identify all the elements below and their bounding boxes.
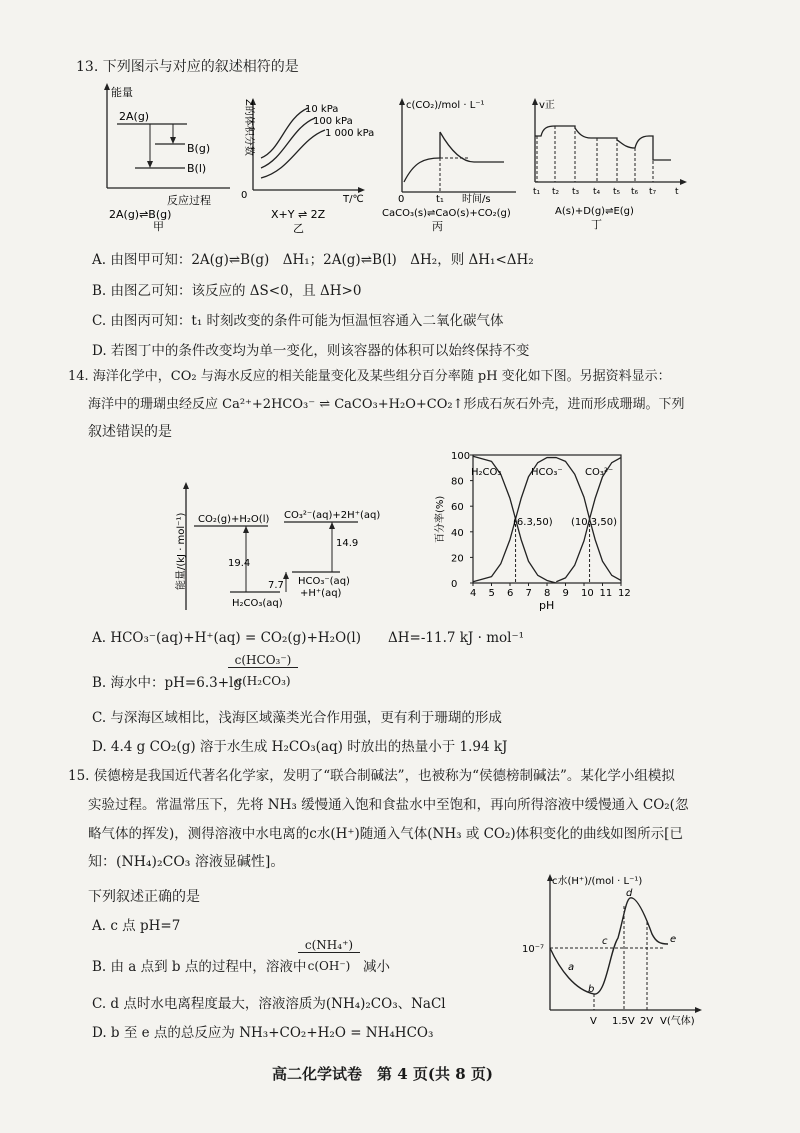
yi-series-3: 1 000 kPa — [325, 128, 375, 139]
ph-xtick-label: 11 — [599, 588, 613, 599]
energy-bottom: H₂CO₃(aq) — [232, 598, 283, 609]
q13-option-b: B. 由图乙可知：该反应的 ΔS<0，且 ΔH>0 — [92, 283, 362, 299]
ding-tick-3: t₃ — [572, 187, 580, 197]
energy-mid2: +H⁺(aq) — [300, 588, 342, 599]
ph-ytick-label: 40 — [451, 527, 464, 539]
jia-ylabel: 能量 — [111, 86, 133, 99]
q15-xtick-1-5v: 1.5V — [612, 1016, 635, 1027]
q15-point-d: d — [626, 888, 633, 899]
ding-ylabel: v正 — [539, 100, 555, 111]
q15-stem-line5: 下列叙述正确的是 — [88, 889, 200, 905]
energy-value-3: 14.9 — [336, 538, 359, 549]
ding-tick-1: t₁ — [533, 187, 541, 197]
ph-xtick-label: 6 — [507, 588, 514, 599]
jia-level-low: B(l) — [187, 162, 207, 175]
jia-level-mid: B(g) — [187, 142, 211, 155]
energy-value-2: 7.7 — [268, 580, 284, 591]
ph-ytick-label: 60 — [451, 502, 464, 514]
energy-top-left: CO₂(g)+H₂O(l) — [198, 514, 270, 525]
ph-xtick-label: 8 — [544, 588, 551, 599]
ph-ytick-label: 100 — [451, 451, 471, 462]
ph-xtick-label: 9 — [562, 588, 569, 599]
q13-fig-ding — [525, 96, 690, 234]
ding-tick-2: t₂ — [552, 187, 560, 197]
ph-series-label-hco3: HCO₃⁻ — [531, 467, 563, 478]
q14-stem-line2: 海洋中的珊瑚虫经反应 Ca²⁺+2HCO₃⁻ ⇌ CaCO₃+H₂O+CO₂↑形成石灰石外壳，进而形成珊瑚。下列 — [88, 397, 685, 412]
q15-point-a: a — [568, 962, 575, 973]
ph-annotation-2: (10.3,50) — [571, 517, 617, 528]
bing-origin: 0 — [398, 194, 405, 205]
bing-xlabel: 时间/s — [462, 194, 491, 205]
q14-option-b-denominator: c(H₂CO₃) — [235, 674, 291, 688]
q15-xtick-v: V — [590, 1016, 597, 1027]
yi-xlabel: T/℃ — [343, 194, 364, 205]
bing-name: 丙 — [432, 220, 443, 233]
ph-xlabel: pH — [539, 599, 555, 612]
q15-graph-yref: 10⁻⁷ — [522, 944, 545, 955]
q15-xtick-2v: 2V — [640, 1016, 654, 1027]
page-footer: 高二化学试卷 第 4 页(共 8 页) — [272, 1065, 493, 1083]
q14-stem-line3: 叙述错误的是 — [88, 424, 172, 440]
jia-name: 甲 — [153, 220, 164, 233]
q15-graph — [520, 870, 710, 1035]
ph-ytick-label: 20 — [451, 553, 464, 565]
q15-stem-line1: 15. 侯德榜是我国近代著名化学家，发明了“联合制碱法”，也被称为“侯德榜制碱法”。某化学小组模拟 — [68, 768, 675, 784]
q13-fig-yi — [233, 98, 375, 235]
ph-series-label-co3: CO₃²⁻ — [585, 467, 614, 478]
q15-stem-line2: 实验过程。常温常压下，先将 NH₃ 缓慢通入饱和食盐水中至饱和，再向所得溶液中缓慢通入 CO₂(忽 — [88, 797, 689, 813]
yi-series-1: 10 kPa — [305, 104, 339, 115]
q15-stem-line3: 略气体的挥发)，测得溶液中水电离的c水(H⁺)随通入气体(NH₃ 或 CO₂)体积变化的曲线如图所示[已 — [88, 826, 683, 842]
q14-option-c: C. 与深海区域相比，浅海区域藻类光合作用强，更有利于珊瑚的形成 — [92, 710, 502, 726]
ph-series-label-h2co3: H₂CO₃ — [471, 467, 502, 478]
q14-stem-line1: 14. 海洋化学中，CO₂ 与海水反应的相关能量变化及某些组分百分率随 pH 变化如下图。另据资料显示： — [68, 369, 671, 384]
q14-option-d: D. 4.4 g CO₂(g) 溶于水生成 H₂CO₃(aq) 时放出的热量小于 1.94 kJ — [92, 739, 508, 755]
q13-option-c: C. 由图丙可知：t₁ 时刻改变的条件可能为恒温恒容通入二氧化碳气体 — [92, 313, 504, 329]
q15-option-b: B. 由 a 点到 b 点的过程中，溶液中 — [92, 959, 307, 975]
ph-xtick-label: 5 — [488, 588, 495, 599]
ding-tick-8: t — [675, 187, 679, 197]
q15-option-b-denominator: c(OH⁻) — [307, 959, 351, 973]
ph-xtick-label: 10 — [581, 588, 594, 599]
q15-option-c: C. d 点时水电离程度最大，溶液溶质为(NH₄)₂CO₃、NaCl — [92, 996, 446, 1012]
q14-ph-chart — [425, 445, 640, 615]
ph-xtick-label: 12 — [618, 588, 631, 599]
yi-origin: 0 — [241, 190, 248, 201]
q14-energy-diagram — [150, 480, 380, 615]
q15-point-e: e — [670, 934, 677, 945]
q15-option-b-suffix: 减小 — [363, 959, 390, 975]
bing-t1: t₁ — [436, 194, 444, 205]
ph-xtick-label: 4 — [470, 588, 477, 599]
jia-level-top: 2A(g) — [119, 110, 150, 123]
q14-option-b: B. 海水中：pH=6.3+lg — [92, 675, 242, 691]
ding-tick-7: t₇ — [649, 187, 657, 197]
bing-eq: CaCO₃(s)⇌CaO(s)+CO₂(g) — [382, 208, 511, 219]
bing-ylabel: c(CO₂)/mol · L⁻¹ — [406, 100, 485, 111]
ding-tick-5: t₅ — [613, 187, 621, 197]
q15-option-a: A. c 点 pH=7 — [92, 918, 181, 934]
q15-option-d: D. b 至 e 点的总反应为 NH₃+CO₂+H₂O = NH₄HCO₃ — [92, 1025, 434, 1041]
q15-point-c: c — [602, 936, 608, 947]
q15-graph-ylabel: c水(H⁺)/(mol · L⁻¹) — [552, 876, 643, 887]
energy-mid: HCO₃⁻(aq) — [298, 576, 350, 587]
q15-option-b-numerator: c(NH₄⁺) — [298, 938, 360, 953]
ph-annotation-1: (6.3,50) — [513, 517, 553, 528]
jia-xlabel: 反应过程 — [167, 194, 211, 207]
ph-ylabel: 百分率(%) — [435, 495, 446, 543]
yi-name: 乙 — [293, 222, 304, 235]
q14-option-b-numerator: c(HCO₃⁻) — [228, 653, 298, 668]
energy-value-1: 19.4 — [228, 558, 251, 569]
q15-stem-line4: 知：(NH₄)₂CO₃ 溶液显碱性]。 — [88, 854, 285, 870]
q14-option-a: A. HCO₃⁻(aq)+H⁺(aq) = CO₂(g)+H₂O(l) ΔH=-11.7 kJ · mol⁻¹ — [92, 630, 524, 646]
jia-eq: 2A(g)⇌B(g) — [109, 208, 172, 221]
q13-fig-jia — [95, 80, 235, 233]
yi-series-2: 100 kPa — [313, 116, 353, 127]
q15-point-b: b — [588, 984, 595, 995]
ph-ytick-label: 80 — [451, 476, 464, 488]
yi-ylabel: Z的体积分数 — [243, 99, 254, 156]
energy-ylabel: 能量/(kJ · mol⁻¹) — [176, 512, 187, 590]
ding-name: 丁 — [591, 218, 602, 231]
q13-option-d: D. 若图丁中的条件改变均为单一变化，则该容器的体积可以始终保持不变 — [92, 343, 530, 359]
ding-tick-6: t₆ — [631, 187, 639, 197]
q13-option-a: A. 由图甲可知：2A(g)⇌B(g) ΔH₁；2A(g)⇌B(l) ΔH₂，则 ΔH₁<ΔH₂ — [92, 252, 534, 268]
ph-ytick-label: 0 — [451, 579, 458, 590]
q13-fig-bing — [380, 96, 520, 234]
q15-graph-xlabel: V(气体) — [660, 1016, 695, 1027]
ding-tick-4: t₄ — [593, 187, 601, 197]
yi-eq: X+Y ⇌ 2Z — [271, 208, 326, 221]
q13-stem: 13. 下列图示与对应的叙述相符的是 — [76, 59, 299, 75]
ding-eq: A(s)+D(g)⇌E(g) — [555, 206, 634, 217]
ph-xtick-label: 7 — [525, 588, 532, 599]
energy-top-right: CO₃²⁻(aq)+2H⁺(aq) — [284, 510, 381, 521]
